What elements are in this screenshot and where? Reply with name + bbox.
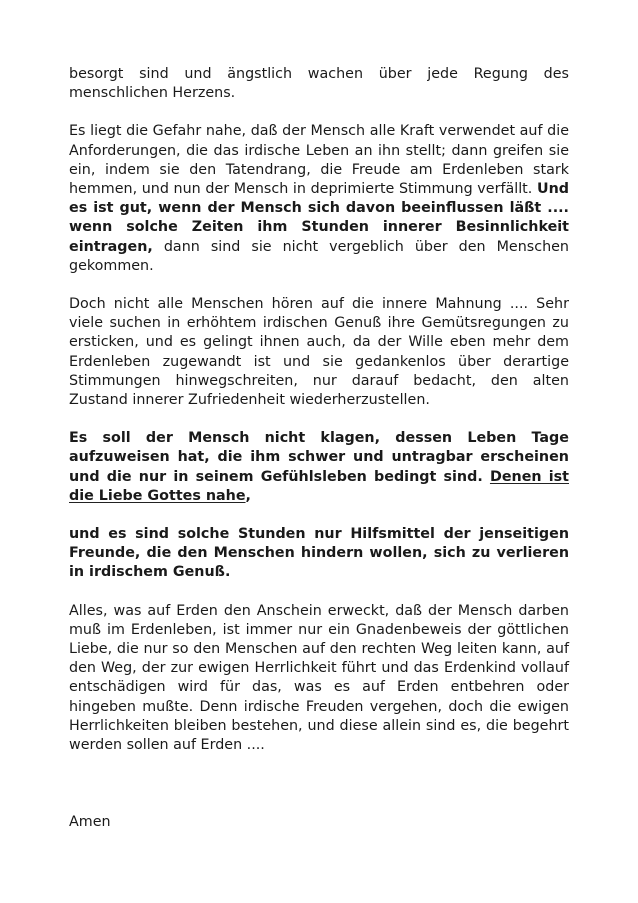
paragraph-6 <box>69 602 569 756</box>
paragraph-4 <box>69 429 569 506</box>
paragraph-4-underlined-text: Denen ist die Liebe Gottes nahe <box>69 468 569 504</box>
paragraph-1 <box>69 65 569 103</box>
paragraph-2 <box>69 122 569 276</box>
paragraph-5-bold-text: und es sind solche Stunden nur Hilfsmittel der jenseitigen Freunde, die den Menschen hindern wollen, sich zu verlieren in irdischem Genuß. <box>69 526 569 581</box>
paragraph-4-bold-text: Es soll der Mensch nicht klagen, dessen Leben Tage aufzuweisen hat, die ihm schwer und untragbar erscheinen und die nur in seinem Gefühlsleben bedingt sind. <box>69 430 569 485</box>
paragraph-3-text: Doch nicht alle Menschen hören auf die innere Mahnung .... Sehr viele suchen in erhöhtem irdischen Genuß ihre Gemütsregungen zu ersticken, und es gelingt ihnen auch, da der Wille eben mehr dem Erdenleben zugewandt ist und sie gedankenlos über derartige Stimmungen hinwegschreiten, nur darauf bedacht, den alten Zustand innerer Zufriedenheit wiederherzustellen. <box>69 296 569 409</box>
paragraph-2-text-b: dann sind sie nicht vergeblich über den Menschen gekommen. <box>69 238 569 274</box>
paragraph-5 <box>69 525 569 583</box>
closing-amen <box>69 813 569 832</box>
paragraph-1-text: besorgt sind und ängstlich wachen über jede Regung des menschlichen Herzens. <box>69 66 569 102</box>
paragraph-3 <box>69 295 569 410</box>
paragraph-4-comma: , <box>245 487 251 504</box>
paragraph-2-bold-text: Und es ist gut, wenn der Mensch sich davon beeinflussen läßt .... wenn solche Zeiten ihm Stunden innerer Besinnlichkeit eintragen, <box>69 181 569 255</box>
paragraph-6-text: Alles, was auf Erden den Anschein erweckt, daß der Mensch darben muß im Erdenleben, ist immer nur ein Gnadenbeweis der göttlichen Liebe, die nur so den Menschen auf den rechten Weg leiten kann, auf den Weg, der zur ewigen Herrlichkeit führt und das Erdenkind vollauf entschädigen wird für das, was es auf Erden entbehren oder hingeben mußte. Denn irdische Freuden vergehen, doch die ewigen Herrlichkeiten bleiben bestehen, und diese allein sind es, die begehrt werden sollen auf Erden .... <box>69 602 569 754</box>
paragraph-2-text-a: Es liegt die Gefahr nahe, daß der Mensch alle Kraft verwendet auf die Anforderungen, die das irdische Leben an ihn stellt; dann greifen sie ein, indem sie den Tatendrang, die Freude am Erdenleben stark hemmen, und nun der Mensch in deprimierte Stimmung verfällt. <box>69 123 569 198</box>
closing-text: Amen <box>69 814 111 831</box>
document-page <box>69 65 569 833</box>
